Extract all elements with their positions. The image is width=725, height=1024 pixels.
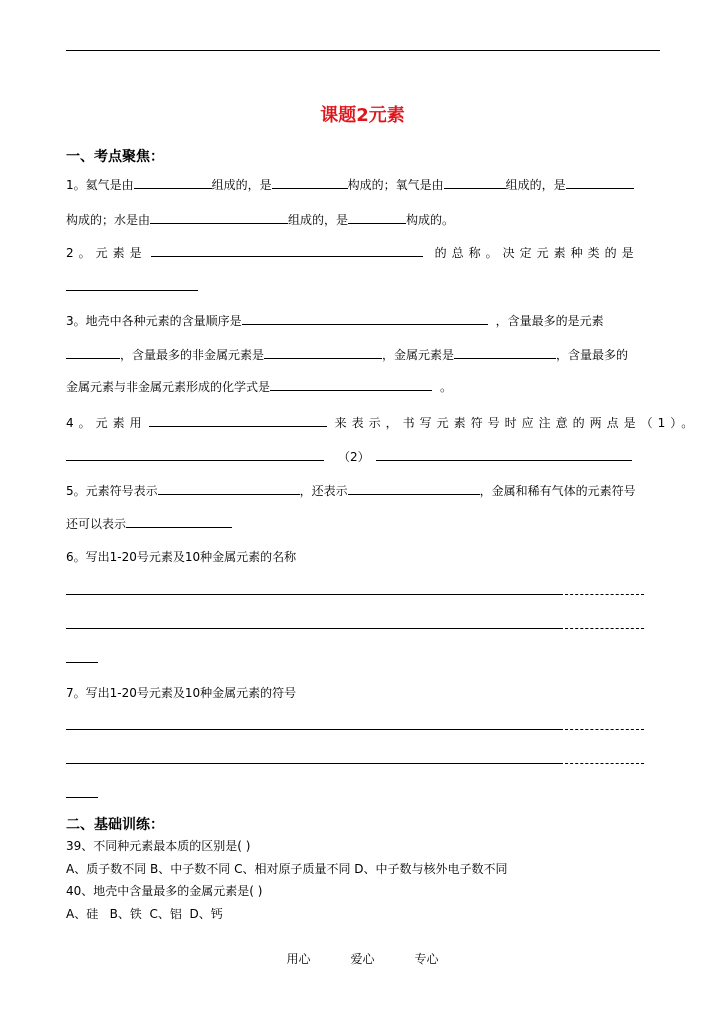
q5-text-d: 还可以表示 (66, 517, 127, 531)
answer-blank[interactable] (151, 244, 423, 257)
question-3-line-2 (66, 346, 628, 363)
answer-blank[interactable] (566, 176, 634, 189)
answer-line-dashed (560, 729, 644, 730)
question-1-line-1 (66, 176, 634, 193)
q5-text-c: ，金属和稀有气体的元素符号 (479, 484, 636, 498)
q4-text-b: 来表示，书写元素符号时应注意的两点是（1）。 (334, 416, 699, 430)
answer-blank[interactable] (444, 176, 506, 189)
question-7: 7。写出1-20号元素及10种金属元素的符号 (66, 686, 297, 700)
answer-blank[interactable] (126, 515, 232, 528)
q2-text-b: 的总称。决定元素种类的是 (434, 246, 639, 260)
q4-text-c: （2） (338, 450, 370, 464)
answer-blank[interactable] (66, 448, 324, 461)
q3-text-c: ，含量最多的非金属元素是 (120, 348, 265, 362)
q3-text-b: ，含量最多的是元素 (495, 314, 604, 328)
answer-line-dashed (560, 763, 644, 764)
answer-blank[interactable] (158, 482, 300, 495)
question-3-line-3 (66, 378, 452, 395)
answer-line[interactable] (66, 763, 560, 764)
page-title: 课题2元素 (320, 105, 405, 126)
section-heading-2: 二、基础训练： (66, 817, 164, 833)
footer-text: 用心 (286, 952, 311, 966)
question-3-line-1 (66, 312, 604, 329)
q5-text-b: ，还表示 (299, 484, 348, 498)
answer-line[interactable] (66, 628, 560, 629)
question-4-line-1 (66, 414, 698, 431)
answer-blank[interactable] (454, 346, 556, 359)
q2-text-a: 2。元素是 (66, 246, 147, 260)
q1-text-c: 构成的；氧气是由 (347, 178, 444, 192)
answer-blank[interactable] (270, 378, 432, 391)
answer-blank[interactable] (149, 414, 327, 427)
question-6: 6。写出1-20号元素及10种金属元素的名称 (66, 550, 297, 564)
question-4-line-2 (66, 448, 632, 465)
answer-blank[interactable] (134, 176, 212, 189)
answer-blank[interactable] (264, 346, 382, 359)
answer-blank[interactable] (348, 482, 480, 495)
question-5-line-1 (66, 482, 636, 499)
answer-blank[interactable] (348, 211, 406, 224)
q1-text-f: 组成的，是 (288, 213, 349, 227)
answer-blank[interactable] (272, 176, 348, 189)
answer-blank[interactable] (242, 312, 488, 325)
answer-line[interactable] (66, 594, 560, 595)
section-heading-1: 一、考点聚焦： (66, 149, 164, 165)
q3-text-f: 金属元素与非金属元素形成的化学式是 (66, 380, 271, 394)
question-2-line-1 (66, 244, 639, 261)
q1-text-e: 构成的；水是由 (66, 213, 151, 227)
q4-text-a: 4。元素用 (66, 416, 147, 430)
answer-line-short (66, 797, 98, 798)
question-1-line-2 (66, 211, 454, 228)
q5-text-a: 5。元素符号表示 (66, 484, 158, 498)
q1-text-d: 组成的，是 (505, 178, 566, 192)
q1-text-b: 组成的，是 (211, 178, 272, 192)
q1-text-g: 构成的。 (406, 213, 455, 227)
q3-text-d: ，金属元素是 (382, 348, 455, 362)
answer-line[interactable] (66, 729, 560, 730)
answer-line-dashed (560, 628, 644, 629)
q1-text-a: 1。氦气是由 (66, 178, 134, 192)
header-rule (66, 50, 660, 51)
answer-blank[interactable] (66, 346, 120, 359)
page-footer (0, 950, 725, 967)
q3-text-e: ，含量最多的 (556, 348, 629, 362)
question-5-line-2 (66, 515, 232, 532)
question-39-options: A、质子数不同 B、中子数不同 C、相对原子质量不同 D、中子数与核外电子数不同 (66, 862, 508, 876)
answer-blank[interactable] (376, 448, 632, 461)
question-40-options: A、硅 B、铁 C、铝 D、钙 (66, 907, 223, 921)
answer-blank[interactable] (66, 290, 198, 291)
answer-line-dashed (560, 594, 644, 595)
q3-text-a: 3。地壳中各种元素的含量顺序是 (66, 314, 242, 328)
footer-text: 爱心 (350, 952, 375, 966)
footer-text: 专心 (414, 952, 439, 966)
answer-blank[interactable] (150, 211, 288, 224)
answer-line-short (66, 662, 98, 663)
question-40: 40、地壳中含量最多的金属元素是( ) (66, 884, 263, 898)
q3-text-g: 。 (440, 380, 453, 394)
question-39: 39、不同种元素最本质的区别是( ) (66, 839, 251, 853)
